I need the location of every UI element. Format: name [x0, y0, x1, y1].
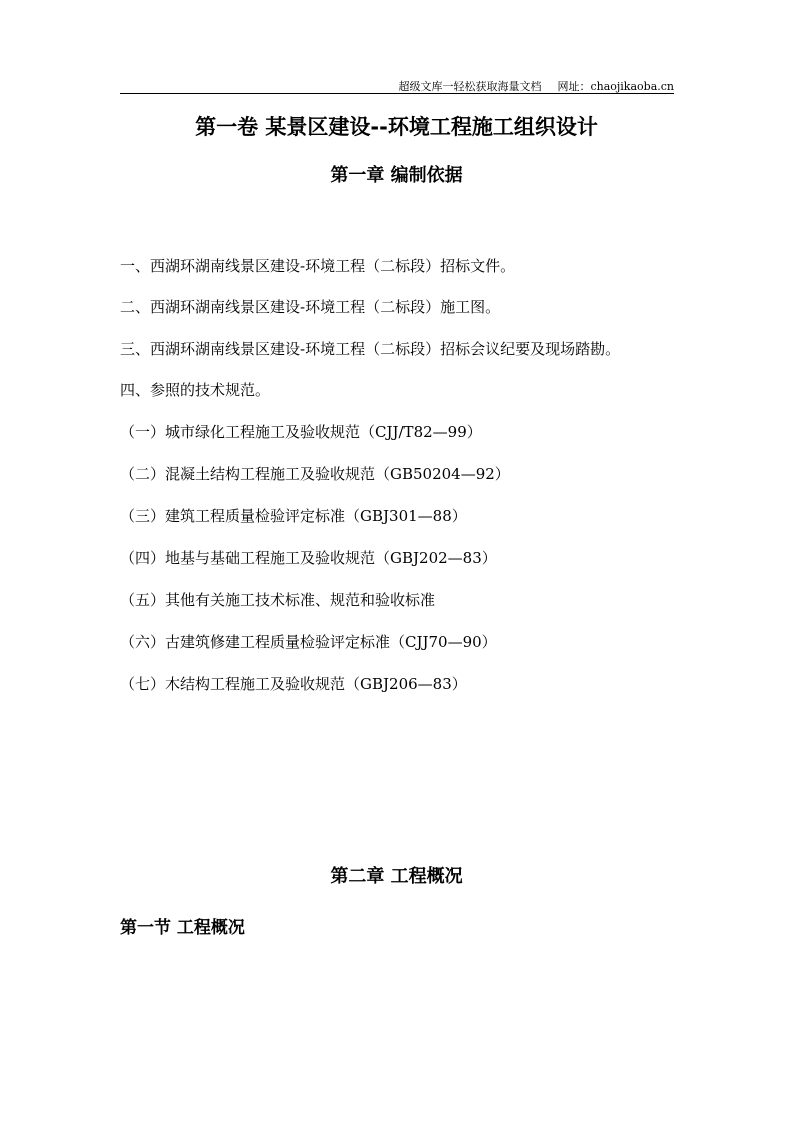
chapter-1-title: 第一章 编制依据 — [330, 165, 463, 186]
chapter-2-title: 第二章 工程概况 — [330, 866, 463, 887]
basis-item: 四、参照的技术规范。 — [120, 381, 271, 399]
header-site-text: 超级文库一轻松获取海量文档 — [398, 80, 542, 93]
basis-item: 一、西湖环湖南线景区建设-环境工程（二标段）招标文件。 — [120, 257, 516, 275]
standard-item: （五）其他有关施工技术标准、规范和验收标准 — [120, 591, 436, 609]
volume-title: 第一卷 某景区建设--环境工程施工组织设计 — [195, 115, 598, 139]
basis-item: 二、西湖环湖南线景区建设-环境工程（二标段）施工图。 — [120, 298, 501, 316]
standard-item: （六）古建筑修建工程质量检验评定标准（CJJ70—90） — [120, 633, 497, 651]
standard-item: （三）建筑工程质量检验评定标准（GBJ301—88） — [120, 507, 467, 525]
standard-item: （四）地基与基础工程施工及验收规范（GBJ202—83） — [120, 549, 497, 567]
section-1-title: 第一节 工程概况 — [120, 918, 245, 938]
running-header — [398, 78, 674, 94]
standard-item: （二）混凝土结构工程施工及验收规范（GB50204—92） — [120, 465, 510, 483]
basis-item: 三、西湖环湖南线景区建设-环境工程（二标段）招标会议纪要及现场踏勘。 — [120, 340, 621, 358]
header-rule — [120, 93, 674, 94]
standard-item: （一）城市绿化工程施工及验收规范（CJJ/T82—99） — [120, 423, 482, 441]
header-url-text: 网址：chaojikaoba.cn — [557, 80, 674, 93]
standard-item: （七）木结构工程施工及验收规范（GBJ206—83） — [120, 675, 467, 693]
